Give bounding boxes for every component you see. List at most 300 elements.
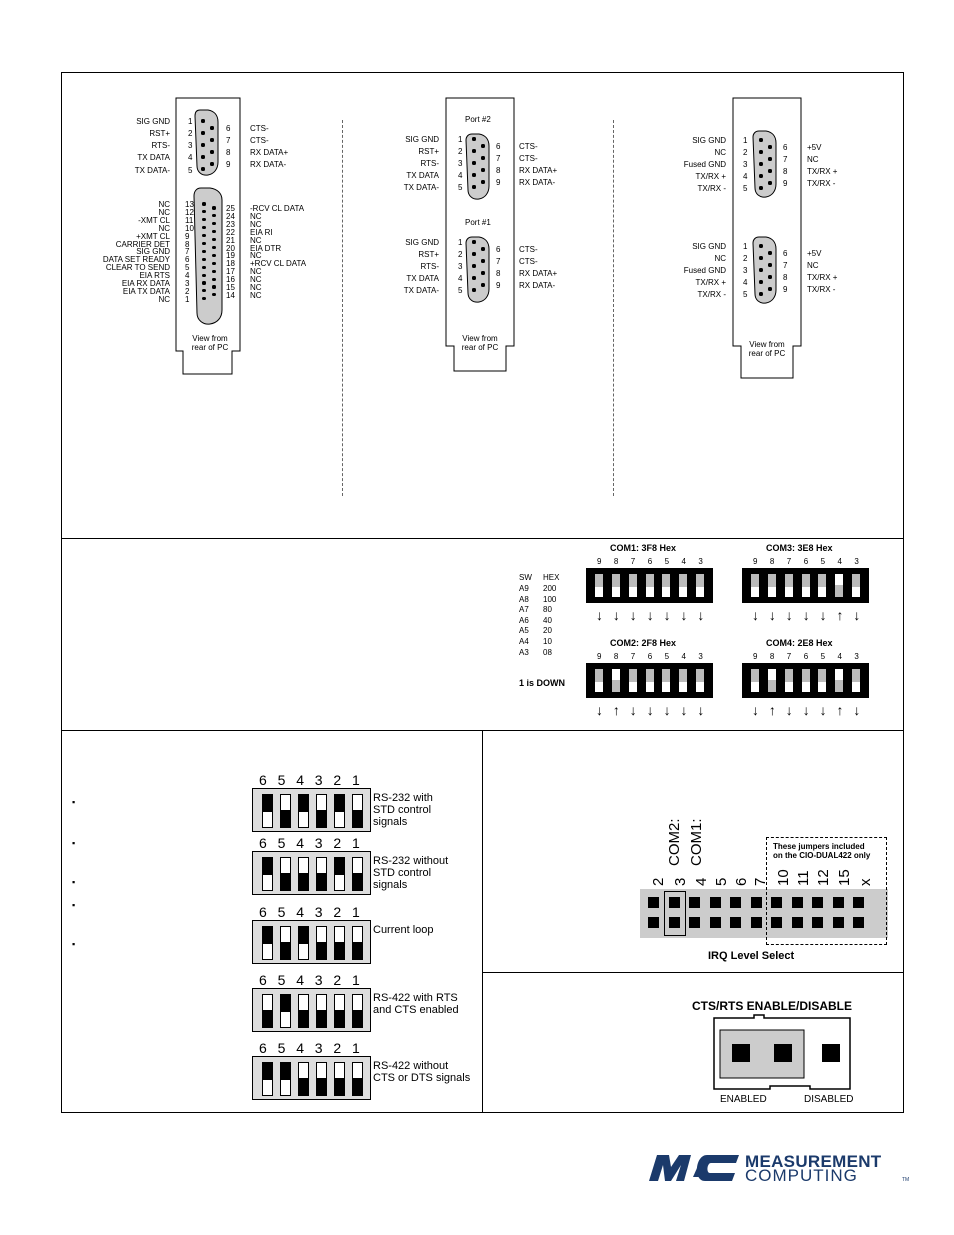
pin-dot xyxy=(768,263,771,266)
switch-lever xyxy=(263,927,272,944)
pin-number: 4 xyxy=(458,274,463,283)
arrow-down-icon: ↓ xyxy=(853,702,861,718)
signal-label: -RCV CL DATA xyxy=(250,204,305,213)
pin-number: 9 xyxy=(226,160,231,169)
jumper-pin xyxy=(689,897,700,908)
switch-number: 2 xyxy=(333,772,342,788)
signal-label: NC xyxy=(714,148,726,157)
switch-lever xyxy=(281,1063,290,1080)
arrow-down-icon: ↓ xyxy=(680,702,688,718)
switch-lever xyxy=(768,680,776,693)
signal-label: CTS- xyxy=(519,257,538,266)
table-cell: A6 xyxy=(519,615,529,625)
switch-number: 5 xyxy=(277,904,286,920)
jumper-pin xyxy=(751,897,762,908)
switch-toggle xyxy=(628,668,638,693)
switch-toggle xyxy=(352,1062,363,1096)
switch-lever xyxy=(595,574,603,587)
switch-number: 4 xyxy=(837,652,842,661)
signal-label: SIG GND xyxy=(405,135,439,144)
pin-dot xyxy=(759,268,762,271)
switch-toggle xyxy=(280,857,291,891)
signal-label: NC xyxy=(158,207,170,217)
switch-number: 7 xyxy=(630,557,636,566)
pin-number: 15 xyxy=(226,283,235,292)
mode-dip-switch xyxy=(252,851,371,895)
arrow-down-icon: ↓ xyxy=(819,607,827,623)
irq-number: x xyxy=(857,878,874,886)
switch-number: 4 xyxy=(837,557,842,566)
irq-number: 5 xyxy=(713,877,730,886)
pin-dot xyxy=(768,251,771,254)
switch-lever xyxy=(263,1010,272,1027)
pin-dot xyxy=(481,247,484,250)
signal-label: EIA TX DATA xyxy=(122,286,170,296)
pin-number: 8 xyxy=(185,239,190,249)
switch-toggle xyxy=(298,926,309,960)
arrow-down-icon: ↓ xyxy=(752,702,759,718)
switch-toggle xyxy=(817,573,827,598)
jumper-pin xyxy=(669,897,680,908)
arrow-down-icon: ↓ xyxy=(629,702,637,718)
switch-lever xyxy=(818,574,826,587)
pin-dot xyxy=(472,240,475,243)
arrow-down-icon: ↓ xyxy=(802,607,810,623)
switch-toggle xyxy=(298,794,309,828)
pin-dot xyxy=(202,258,205,261)
separator xyxy=(342,120,343,496)
pin-number: 8 xyxy=(783,273,788,282)
switch-number: 2 xyxy=(333,972,342,988)
pin-dot xyxy=(768,157,771,160)
signal-label: NC xyxy=(158,223,170,233)
switch-lever xyxy=(835,585,843,598)
switch-number: 8 xyxy=(613,652,619,661)
switch-toggle xyxy=(851,573,861,598)
switch-number: 3 xyxy=(698,557,703,566)
signal-label: +5V xyxy=(807,143,822,152)
signal-label: NC xyxy=(807,155,819,164)
switch-toggle xyxy=(262,1062,273,1096)
switch-lever xyxy=(612,680,620,693)
pin-number: 3 xyxy=(743,266,748,275)
switch-number: 5 xyxy=(820,557,826,566)
signal-label: NC xyxy=(807,261,819,270)
bullet-icon: ▪ xyxy=(72,838,76,848)
pin-number: 1 xyxy=(458,238,463,247)
switch-toggle xyxy=(628,573,638,598)
switch-toggle xyxy=(262,857,273,891)
pin-number: 1 xyxy=(188,117,193,126)
pin-dot xyxy=(768,181,771,184)
pin-dot xyxy=(472,288,475,291)
switch-toggle xyxy=(767,668,777,693)
irq-note-line1: These jumpers included xyxy=(773,842,865,851)
signal-label: NC xyxy=(250,275,262,285)
switch-lever xyxy=(612,574,620,587)
switch-number: 5 xyxy=(277,972,286,988)
pin-dot xyxy=(759,186,762,189)
signal-label: TX/RX + xyxy=(695,172,726,181)
view-caption: View from rear of PC xyxy=(191,334,229,352)
logo-tm: TM xyxy=(902,1177,910,1183)
signal-label: +XMT CL xyxy=(136,231,170,241)
jumper-pin xyxy=(710,917,721,928)
jumper-pin xyxy=(771,897,782,908)
switch-number: 5 xyxy=(664,652,670,661)
bullet-icon: ▪ xyxy=(72,939,76,949)
switch-lever xyxy=(299,795,308,812)
pin-dot xyxy=(212,254,215,257)
jumper-pin xyxy=(648,897,659,908)
mode-dip-switch xyxy=(252,788,371,832)
arrow-down-icon: ↓ xyxy=(802,702,810,718)
pin-number: 7 xyxy=(496,257,501,266)
switch-toggle xyxy=(750,573,760,598)
switch-toggle xyxy=(316,1062,327,1096)
switch-number: 6 xyxy=(259,835,267,851)
switch-lever xyxy=(662,574,670,587)
pin-number: 9 xyxy=(783,179,788,188)
switch-number: 1 xyxy=(352,835,360,851)
mode-label: STD control xyxy=(373,867,432,879)
port-2-title: Port #2 xyxy=(465,115,491,124)
signal-label: Fused GND xyxy=(683,160,726,169)
pin-number: 4 xyxy=(188,153,193,162)
switch-lever xyxy=(335,1078,344,1095)
irq-number: 12 xyxy=(815,869,832,886)
pin-dot xyxy=(759,138,762,141)
pin-dot xyxy=(759,292,762,295)
pin-dot xyxy=(759,244,762,247)
switch-lever xyxy=(852,574,860,587)
switch-toggle xyxy=(784,668,794,693)
arrow-down-icon: ↓ xyxy=(768,607,776,623)
signal-label: RX DATA- xyxy=(250,160,287,169)
switch-lever xyxy=(281,810,290,827)
switch-lever xyxy=(852,669,860,682)
signal-label: -XMT CL xyxy=(138,215,170,225)
switch-lever xyxy=(281,942,290,959)
switch-lever xyxy=(263,795,272,812)
pin-number: 1 xyxy=(743,136,748,145)
switch-number: 2 xyxy=(333,835,342,851)
switch-toggle xyxy=(334,857,345,891)
pin-dot xyxy=(202,266,205,269)
signal-label: NC xyxy=(250,211,262,221)
down-note: 1 is DOWN xyxy=(519,678,566,688)
switch-lever xyxy=(353,942,362,959)
signal-label: RST+ xyxy=(418,250,439,259)
switch-toggle xyxy=(661,668,671,693)
cts-enabled-label: ENABLED xyxy=(720,1094,767,1105)
pin-number: 3 xyxy=(458,262,463,271)
dip-switch xyxy=(586,663,713,698)
pin-dot xyxy=(201,155,204,158)
switch-toggle xyxy=(611,573,621,598)
switch-number: 8 xyxy=(769,557,775,566)
pin-dot xyxy=(481,180,484,183)
signal-label: TX DATA- xyxy=(403,286,439,295)
switch-number: 3 xyxy=(314,904,323,920)
signal-label: TX/RX - xyxy=(697,290,726,299)
switch-toggle xyxy=(352,994,363,1028)
switch-toggle xyxy=(784,573,794,598)
switch-lever xyxy=(696,574,704,587)
switch-number: 3 xyxy=(314,972,323,988)
switch-number: 4 xyxy=(681,557,686,566)
table-cell: A4 xyxy=(519,637,529,646)
pin-number: 3 xyxy=(458,159,463,168)
pin-number: 6 xyxy=(783,249,788,258)
signal-label: NC xyxy=(250,267,262,277)
pin-number: 17 xyxy=(226,267,235,277)
arrow-up-icon: ↑ xyxy=(836,607,844,623)
switch-number: 1 xyxy=(352,1040,360,1056)
pin-number: 7 xyxy=(226,136,231,145)
table-header-hex: HEX xyxy=(543,573,560,582)
pin-dot xyxy=(212,230,215,233)
signal-label: TX/RX - xyxy=(697,184,726,193)
pin-number: 4 xyxy=(743,278,748,287)
switch-title: COM3: 3E8 Hex xyxy=(766,543,833,553)
signal-label: NC xyxy=(250,251,262,261)
switch-lever xyxy=(646,669,654,682)
dip-switch xyxy=(742,568,869,603)
switch-lever xyxy=(299,1010,308,1027)
switch-lever xyxy=(335,795,344,812)
table-cell: A8 xyxy=(519,594,529,604)
mode-label: and CTS enabled xyxy=(373,1004,459,1016)
switch-lever xyxy=(335,858,344,875)
pin-number: 2 xyxy=(458,147,463,156)
switch-number: 4 xyxy=(296,1040,304,1056)
table-cell: 20 xyxy=(543,626,552,636)
pin-dot xyxy=(759,162,762,165)
switch-toggle xyxy=(645,668,655,693)
pin-dot xyxy=(201,143,204,146)
signal-label: TX DATA xyxy=(406,274,439,283)
switch-toggle xyxy=(817,668,827,693)
jumper-pin xyxy=(792,897,803,908)
table-header-sw: SW xyxy=(519,573,532,582)
switch-lever xyxy=(785,574,793,587)
signal-label: DATA SET READY xyxy=(102,255,170,265)
signal-label: EIA DTR xyxy=(250,243,282,253)
switch-toggle xyxy=(316,926,327,960)
signal-label: CARRIER DET xyxy=(115,239,170,249)
pin-dot xyxy=(481,168,484,171)
switch-lever xyxy=(317,1010,326,1027)
pin-dot xyxy=(202,281,205,284)
switch-lever xyxy=(785,669,793,682)
pin-dot xyxy=(210,126,213,129)
pin-number: 3 xyxy=(185,279,190,288)
switch-lever xyxy=(629,574,637,587)
jumper-pin xyxy=(853,917,864,928)
switch-toggle xyxy=(262,794,273,828)
pin-number: 7 xyxy=(185,247,190,257)
pin-dot xyxy=(210,162,213,165)
table-cell: 100 xyxy=(543,594,557,604)
pin-number: 6 xyxy=(496,245,501,254)
signal-label: CTS- xyxy=(519,245,538,254)
pin-dot xyxy=(212,246,215,249)
table-cell: A5 xyxy=(519,626,529,636)
switch-number: 3 xyxy=(854,652,859,661)
mode-label: RS-232 without xyxy=(373,855,449,867)
pin-number: 25 xyxy=(226,204,235,213)
switch-toggle xyxy=(280,1062,291,1096)
signal-label: TX DATA- xyxy=(403,183,439,192)
jumper-pin xyxy=(833,917,844,928)
mode-label: signals xyxy=(373,879,408,891)
signal-label: +5V xyxy=(807,249,822,258)
pin-dot xyxy=(481,144,484,147)
pin-dot xyxy=(201,131,204,134)
pin-dot xyxy=(210,138,213,141)
switch-lever xyxy=(317,873,326,890)
pin-number: 20 xyxy=(226,243,235,253)
pin-number: 18 xyxy=(226,259,235,269)
pin-number: 5 xyxy=(743,290,748,299)
signal-label: RX DATA+ xyxy=(519,166,558,175)
switch-lever xyxy=(281,873,290,890)
signal-label: EIA RI xyxy=(250,227,273,237)
table-cell: 80 xyxy=(543,605,552,615)
switch-lever xyxy=(835,680,843,693)
jumper-pin xyxy=(792,917,803,928)
switch-number: 4 xyxy=(296,972,304,988)
signal-label: EIA RTS xyxy=(139,271,170,281)
pin-number: 6 xyxy=(226,124,231,133)
irq-title: IRQ Level Select xyxy=(708,950,795,962)
pin-dot xyxy=(212,270,215,273)
pin-number: 24 xyxy=(226,211,235,221)
signal-label: RST+ xyxy=(149,129,170,138)
signal-label: NC xyxy=(158,200,170,209)
pin-dot xyxy=(212,285,215,288)
port-1-title: Port #1 xyxy=(465,218,491,227)
irq-number: 6 xyxy=(733,877,750,886)
switch-toggle xyxy=(767,573,777,598)
jumper-pin xyxy=(771,917,782,928)
switch-toggle xyxy=(801,668,811,693)
switch-toggle xyxy=(334,1062,345,1096)
switch-toggle xyxy=(678,573,688,598)
pin-dot xyxy=(472,264,475,267)
pin-number: 2 xyxy=(743,148,748,157)
pin-number: 2 xyxy=(185,286,190,296)
signal-label: SIG GND xyxy=(405,238,439,247)
com1-label: COM1: xyxy=(688,818,705,866)
pin-number: 8 xyxy=(496,269,501,278)
switch-toggle xyxy=(695,573,705,598)
switch-number: 5 xyxy=(277,1040,286,1056)
mode-label: RS-232 with xyxy=(373,792,433,804)
switch-toggle xyxy=(316,857,327,891)
switch-number: 3 xyxy=(314,1040,323,1056)
pin-dot xyxy=(202,250,205,253)
switch-lever xyxy=(696,669,704,682)
mode-dip-switch xyxy=(252,920,371,964)
switch-number: 4 xyxy=(296,772,304,788)
irq-number: 10 xyxy=(775,869,792,886)
pin-dot xyxy=(210,150,213,153)
switch-title: COM2: 2F8 Hex xyxy=(610,638,677,648)
signal-label: NC xyxy=(158,294,170,304)
arrow-down-icon: ↓ xyxy=(785,702,793,718)
switch-toggle xyxy=(262,994,273,1028)
pin-dot xyxy=(768,275,771,278)
switch-toggle xyxy=(834,573,844,598)
signal-label: RX DATA- xyxy=(519,281,556,290)
switch-number: 3 xyxy=(854,557,859,566)
switch-lever xyxy=(353,873,362,890)
switch-number: 9 xyxy=(753,557,758,566)
signal-label: NC xyxy=(250,219,262,229)
switch-number: 2 xyxy=(333,1040,342,1056)
pin-dot xyxy=(759,174,762,177)
pin-dot xyxy=(201,119,204,122)
bullet-icon: ▪ xyxy=(72,797,76,807)
switch-number: 5 xyxy=(664,557,670,566)
switch-toggle xyxy=(298,857,309,891)
jumper-pin xyxy=(648,917,659,928)
pin-number: 6 xyxy=(783,143,788,152)
jumper-pin xyxy=(833,897,844,908)
mode-label: RS-422 with RTS xyxy=(373,992,458,1004)
cts-title: CTS/RTS ENABLE/DISABLE xyxy=(692,999,853,1013)
signal-label: RST+ xyxy=(418,147,439,156)
view-caption: View from rear of PC xyxy=(461,334,499,352)
switch-number: 5 xyxy=(820,652,826,661)
pin-number: 8 xyxy=(226,148,231,157)
switch-lever xyxy=(317,942,326,959)
pin-number: 1 xyxy=(185,294,190,304)
mode-dip-switch xyxy=(252,988,371,1032)
switch-toggle xyxy=(334,926,345,960)
switch-lever xyxy=(629,669,637,682)
signal-label: RX DATA+ xyxy=(250,148,289,157)
pin-dot xyxy=(202,242,205,245)
pin-number: 6 xyxy=(185,255,190,265)
signal-label: TX/RX + xyxy=(807,167,838,176)
switch-number: 4 xyxy=(296,835,304,851)
pin-dot xyxy=(201,167,204,170)
table-cell: A3 xyxy=(519,647,529,657)
arrow-down-icon: ↓ xyxy=(663,607,671,623)
signal-label: CTS- xyxy=(519,154,538,163)
pin-number: 9 xyxy=(185,231,190,241)
pin-dot xyxy=(759,150,762,153)
pin-dot xyxy=(481,259,484,262)
dip-switch xyxy=(742,663,869,698)
switch-number: 4 xyxy=(681,652,686,661)
switch-number: 6 xyxy=(647,557,653,566)
switch-lever xyxy=(818,669,826,682)
pin-number: 14 xyxy=(226,290,235,300)
pin-dot xyxy=(212,238,215,241)
irq-number: 4 xyxy=(693,877,710,886)
switch-lever xyxy=(353,1010,362,1027)
switch-lever xyxy=(353,1078,362,1095)
switch-toggle xyxy=(352,794,363,828)
switch-toggle xyxy=(316,794,327,828)
pin-number: 4 xyxy=(743,172,748,181)
mc-logo-icon xyxy=(649,1153,741,1183)
irq-number: 7 xyxy=(752,877,769,886)
